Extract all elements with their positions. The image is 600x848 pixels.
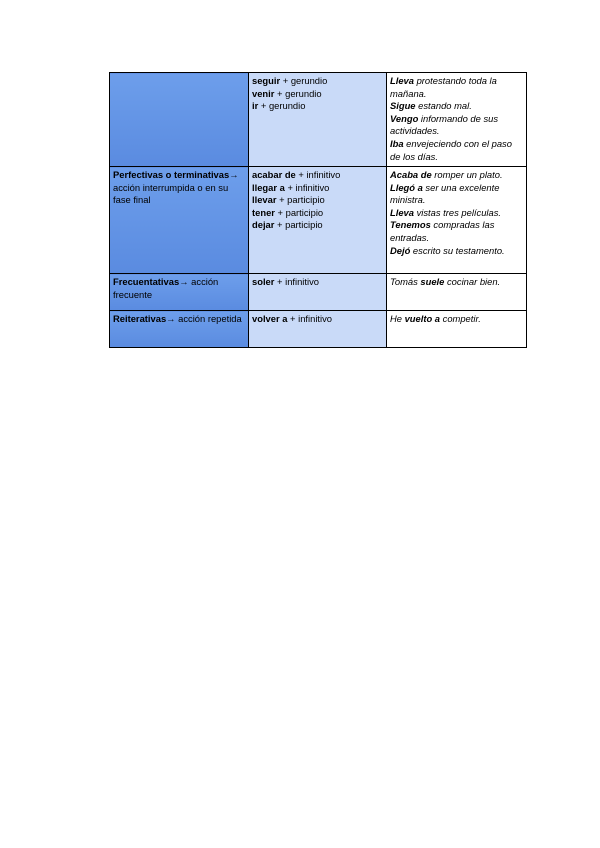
periphrasis-table	[109, 72, 527, 348]
example-verb: Dejó	[390, 244, 411, 256]
verb-form: + infinitivo	[284, 181, 330, 193]
category-name: Perfectivas o terminativas	[113, 169, 230, 180]
example-subject: He	[390, 313, 405, 324]
example-verb: Acaba de	[390, 169, 432, 180]
example-text: protestando toda la mañana.	[390, 75, 497, 99]
category-description: → acción repetida	[166, 313, 242, 324]
forms-cell	[249, 274, 387, 311]
verb-form: + infinitivo	[295, 169, 341, 180]
example-item	[390, 169, 523, 182]
form-item	[252, 88, 383, 101]
example-verb: Vengo	[390, 112, 419, 124]
verb: soler	[252, 276, 275, 287]
category-name: Reiterativas	[113, 313, 167, 324]
example-text: ser una excelente ministra.	[390, 181, 500, 206]
table-row	[110, 73, 527, 167]
table-row	[110, 167, 527, 274]
example-verb: Lleva	[390, 206, 414, 218]
verb-form: + gerundio	[258, 100, 306, 112]
forms-cell	[249, 73, 387, 167]
verb: dejar	[252, 219, 275, 231]
example-verb: vuelto a	[404, 313, 441, 324]
category-name: Frecuentativas	[113, 276, 180, 287]
forms-cell	[249, 167, 387, 274]
example-item	[390, 207, 523, 220]
verb-form: + participio	[274, 219, 323, 231]
example-subject: Tomás	[390, 276, 421, 287]
examples-cell	[387, 274, 527, 311]
example-text: estando mal.	[415, 100, 472, 112]
example-text: informando de sus actividades.	[390, 112, 499, 137]
example-verb: Iba	[390, 137, 404, 149]
verb: seguir	[252, 75, 281, 86]
form-item	[252, 207, 383, 220]
example-item	[390, 245, 523, 258]
verb: ir	[252, 100, 259, 112]
verb: llevar	[252, 194, 277, 206]
example-item	[390, 75, 523, 100]
table-row	[110, 311, 527, 348]
examples-cell	[387, 311, 527, 348]
forms-cell	[249, 311, 387, 348]
form-item	[252, 75, 383, 88]
verb-form: + participio	[274, 206, 324, 218]
example-verb: Lleva	[390, 75, 414, 86]
category-cell	[110, 167, 249, 274]
form-item	[252, 100, 383, 113]
verb: volver a	[252, 313, 288, 324]
verb-form: + participio	[276, 194, 325, 206]
verb: tener	[252, 206, 275, 218]
example-text: envejeciendo con el paso de los días.	[390, 137, 512, 162]
form-item	[252, 313, 383, 326]
form-item	[252, 169, 383, 182]
example-item	[390, 182, 523, 207]
example-verb: Sigue	[390, 100, 416, 112]
category-description: → acción interrumpida o en su fase final	[113, 169, 239, 206]
verb-form: + infinitivo	[287, 313, 333, 324]
verb: acabar de	[252, 169, 296, 180]
category-cell	[110, 73, 249, 167]
category-description: → acción frecuente	[113, 276, 219, 300]
examples-cell	[387, 167, 527, 274]
example-item	[390, 100, 523, 113]
verb-form: + gerundio	[280, 75, 328, 86]
example-item	[390, 276, 523, 289]
example-text: vistas tres películas.	[413, 206, 501, 218]
example-item	[390, 138, 523, 163]
form-item	[252, 194, 383, 207]
form-item	[252, 219, 383, 232]
example-text: compradas las entradas.	[390, 219, 495, 243]
category-cell	[110, 311, 249, 348]
example-text: cocinar bien.	[444, 276, 501, 287]
form-item	[252, 276, 383, 289]
example-item	[390, 313, 523, 326]
verb: venir	[252, 87, 275, 99]
examples-cell	[387, 73, 527, 167]
verb: llegar a	[252, 181, 285, 193]
example-verb: suele	[420, 276, 445, 287]
example-item	[390, 219, 523, 244]
table-row	[110, 274, 527, 311]
example-item	[390, 113, 523, 138]
example-text: escrito su testamento.	[410, 244, 505, 256]
verb-form: + gerundio	[274, 87, 322, 99]
example-text: romper un plato.	[431, 169, 503, 180]
example-verb: Llegó a	[390, 181, 423, 193]
category-cell	[110, 274, 249, 311]
form-item	[252, 182, 383, 195]
example-text: competir.	[440, 313, 481, 324]
verb-form: + infinitivo	[274, 276, 319, 287]
example-verb: Tenemos	[390, 219, 431, 231]
